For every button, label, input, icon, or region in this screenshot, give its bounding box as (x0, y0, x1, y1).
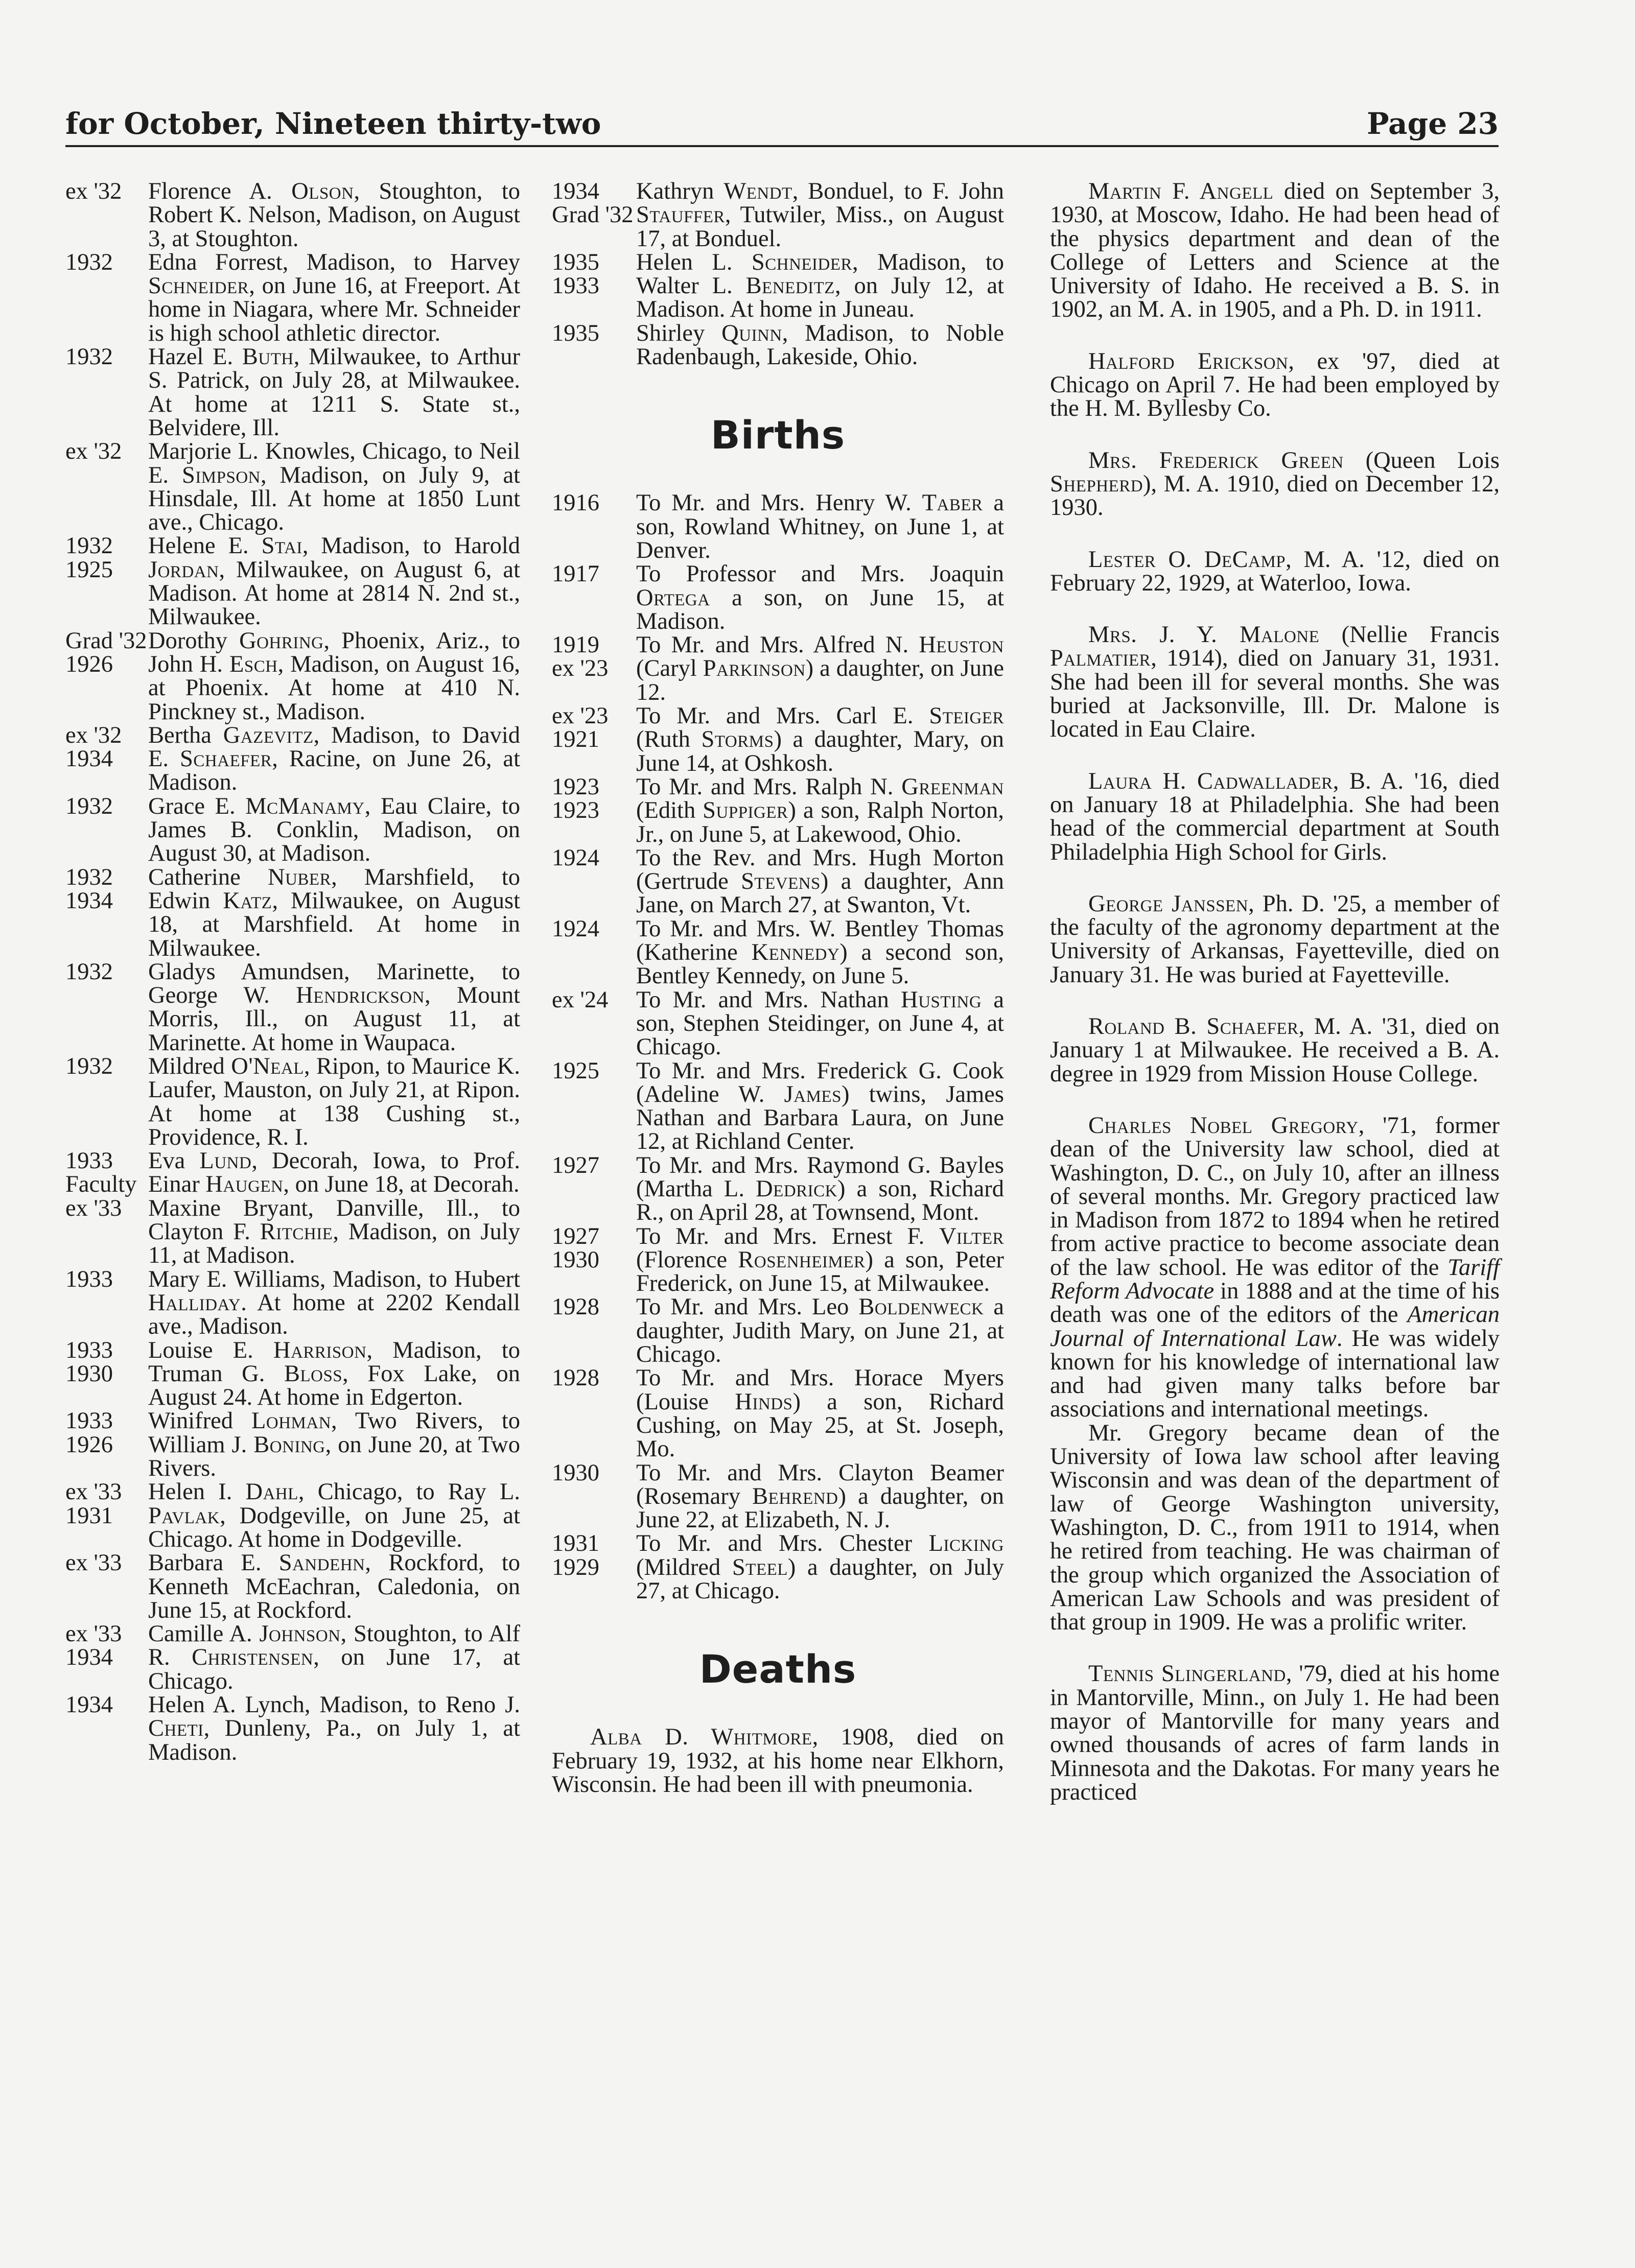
entry-text: Louise E. Harrison, Madison, to Truman G. Bloss, Fox Lake, on August 24. At home in Edgerton. (148, 1337, 520, 1411)
running-head-date: for October, Nineteen thirty-two (65, 106, 601, 141)
birth-entry (552, 917, 1004, 988)
class-year: 1933 1926 (65, 1408, 113, 1458)
entry-text: To Mr. and Mrs. Clayton Beamer (Rosemary Behrend) a daughter, on June 22, at Elizabeth, N. J. (636, 1459, 1004, 1533)
obituary: Mr. Gregory became dean of the University of Iowa law school after leaving Wisconsin and was dean of the department of law of George Washington university, Washington, D. C., from 1911 to 1914, when he retired from teaching. He was chairman of the group which organized the Association of American Law Schools and was president of that group in 1909. He was a prolific writer. (1050, 1420, 1500, 1636)
entry-text: To Mr. and Mrs. Chester Licking (Mildred Steel) a daughter, on July 27, at Chicago. (636, 1530, 1004, 1604)
obituary: Roland B. Schaefer, M. A. '31, died on January 1 at Milwaukee. He received a B. A. degree in 1929 from Mission House College. (1050, 1013, 1500, 1087)
entry-text: To Mr. and Mrs. Raymond G. Bayles (Martha L. Dedrick) a son, Richard R., on April 28, at Townsend, Mont. (636, 1152, 1004, 1226)
birth-entry (552, 704, 1004, 775)
entry-text: Helen I. Dahl, Chicago, to Ray L. Pavlak, Dodgeville, on June 25, at Chicago. At home in Dodgeville. (148, 1479, 520, 1552)
class-year: 1917 (552, 561, 599, 587)
entry-text: To Mr. and Mrs. Henry W. Taber a son, Rowland Whitney, on June 1, at Denver. (636, 490, 1004, 563)
entry-text: To Mr. and Mrs. Alfred N. Heuston (Caryl Parkinson) a daughter, on June 12. (636, 632, 1004, 705)
marriage-entry (65, 629, 520, 724)
entry-text: Dorothy Gohring, Phoenix, Ariz., to John H. Esch, Madison, on August 16, at Phoenix. At home at 410 N. Pinckney st., Madison. (148, 627, 520, 725)
class-year: 1924 (552, 844, 599, 871)
column-1 (65, 180, 520, 1764)
marriage-entry (65, 1055, 520, 1149)
marriage-entry (65, 1197, 520, 1268)
marriage-entry (65, 1409, 520, 1480)
class-year: 1932 (65, 793, 113, 819)
class-year: 1935 (552, 320, 599, 346)
obituary: Mrs. Frederick Green (Queen Lois Shepherd), M. A. 1910, died on December 12, 1930. (1050, 447, 1500, 521)
class-year: ex '33 1931 (65, 1479, 122, 1529)
entry-text: Mary E. Williams, Madison, to Hubert Halliday. At home at 2202 Kendall ave., Madison. (148, 1266, 520, 1340)
marriage-entry (65, 1268, 520, 1339)
entry-text: Helene E. Stai, Madison, to Harold Jordan, Milwaukee, on August 6, at Madison. At home at 2814 N. 2nd st., Milwaukee. (148, 533, 520, 630)
marriage-entry (65, 440, 520, 534)
class-year: 1928 (552, 1294, 599, 1320)
entry-text: Winifred Lohman, Two Rivers, to William J. Boning, on June 20, at Two Rivers. (148, 1408, 520, 1482)
class-year: ex '33 1934 (65, 1621, 122, 1671)
entry-text: To Mr. and Mrs. Leo Boldenweck a daughter, Judith Mary, on June 21, at Chicago. (636, 1294, 1004, 1368)
marriage-entry (552, 322, 1004, 369)
entry-text: Catherine Nuber, Marshfield, to Edwin Katz, Milwaukee, on August 18, at Marshfield. At home in Milwaukee. (148, 864, 520, 961)
class-year: 1933 1930 (65, 1337, 113, 1387)
class-year: 1932 1925 (65, 533, 113, 583)
class-year: 1927 (552, 1152, 599, 1178)
class-year: 1934 (65, 1692, 113, 1718)
class-year: 1930 (552, 1459, 599, 1486)
class-year: Grad '32 1926 (65, 627, 147, 677)
entry-text: To Mr. and Mrs. W. Bentley Thomas (Katherine Kennedy) a second son, Bentley Kennedy, on June 5. (636, 915, 1005, 989)
class-year: ex '33 (65, 1550, 122, 1576)
birth-entry (552, 1295, 1004, 1366)
marriage-entry (552, 251, 1004, 322)
page-number: Page 23 (1367, 106, 1499, 141)
class-year: ex '32 1934 (65, 722, 122, 772)
birth-entry (552, 1225, 1004, 1296)
class-year: 1932 1934 (65, 864, 113, 914)
entry-text: Helen L. Schneider, Madison, to Walter L. Beneditz, on July 12, at Madison. At home in Juneau. (636, 249, 1005, 323)
obituary: Martin F. Angell died on September 3, 1930, at Moscow, Idaho. He had been head of the physics department and dean of the College of Letters and Science at the University of Idaho. He received a B. S. in 1902, an M. A. in 1905, and a Ph. D. in 1911. (1050, 178, 1500, 323)
class-year: 1923 1923 (552, 773, 599, 824)
marriage-entry (65, 1149, 520, 1197)
entry-text: To Professor and Mrs. Joaquin Ortega a son, on June 15, at Madison. (636, 561, 1004, 634)
class-year: 1932 (65, 1053, 113, 1079)
marriage-entry (65, 795, 520, 866)
entry-text: To Mr. and Mrs. Frederick G. Cook (Adeline W. James) twins, James Nathan and Barbara Laura, on June 12, at Richland Center. (636, 1057, 1005, 1155)
obituary: George Janssen, Ph. D. '25, a member of the faculty of the agronomy department at the University of Arkansas, Fayetteville, died on January 31. He was buried at Fayetteville. (1050, 890, 1500, 988)
birth-entry (552, 988, 1004, 1059)
marriage-entry (65, 724, 520, 795)
entry-text: Shirley Quinn, Madison, to Noble Radenbaugh, Lakeside, Ohio. (636, 320, 1005, 370)
column-2 (552, 180, 1004, 1825)
birth-entry (552, 1461, 1004, 1532)
class-year: 1935 1933 (552, 249, 599, 299)
obituary: Alba D. Whitmore, 1908, died on February 19, 1932, at his home near Elkhorn, Wisconsin. He had been ill with pneumonia. (552, 1724, 1005, 1798)
marriage-entry (65, 1551, 520, 1622)
entry-text: Helen A. Lynch, Madison, to Reno J. Cheti, Dunleny, Pa., on July 1, at Madison. (148, 1692, 520, 1765)
birth-entry (552, 1154, 1004, 1225)
class-year: 1933 Faculty (65, 1148, 137, 1198)
marriage-entry (65, 1622, 520, 1693)
entry-text: Bertha Gazevitz, Madison, to David E. Schaefer, Racine, on June 26, at Madison. (148, 722, 520, 796)
birth-entry (552, 1366, 1004, 1461)
class-year: ex '32 (65, 438, 122, 465)
obituary: Mrs. J. Y. Malone (Nellie Francis Palmatier, 1914), died on January 31, 1931. She had been ill for several months. She was buried at Jacksonville, Ill. Dr. Malone is located in Eau Claire. (1050, 622, 1500, 743)
entry-text: Maxine Bryant, Danville, Ill., to Clayton F. Ritchie, Madison, on July 11, at Madison. (148, 1195, 520, 1269)
entry-text: Camille A. Johnson, Stoughton, to Alf R. Christensen, on June 17, at Chicago. (148, 1621, 520, 1694)
class-year: 1916 (552, 490, 599, 516)
class-year: 1933 (65, 1266, 113, 1292)
entry-text: Florence A. Olson, Stoughton, to Robert K. Nelson, Madison, on August 3, at Stoughton. (148, 178, 520, 252)
class-year: 1931 1929 (552, 1530, 599, 1580)
page-header (65, 102, 1499, 147)
entry-text: Barbara E. Sandehn, Rockford, to Kenneth McEachran, Caledonia, on June 15, at Rockford. (148, 1550, 521, 1623)
class-year: ex '33 (65, 1195, 122, 1221)
marriage-entry (552, 180, 1004, 251)
marriage-entry (65, 866, 520, 960)
deaths-heading: Deaths (699, 1646, 857, 1692)
birth-entry (552, 775, 1004, 846)
marriage-entry (65, 180, 520, 251)
obituary: Laura H. Cadwallader, B. A. '16, died on January 18 at Philadelphia. She had been head of the commercial department at South Philadelphia High School for Girls. (1050, 768, 1500, 865)
birth-entry (552, 1532, 1004, 1603)
entry-text: Eva Lund, Decorah, Iowa, to Prof. Einar Haugen, on June 18, at Decorah. (148, 1148, 521, 1198)
entry-text: To Mr. and Mrs. Ernest F. Vilter (Florence Rosenheimer) a son, Peter Frederick, on June 15, at Milwaukee. (636, 1223, 1004, 1297)
entry-text: Kathryn Wendt, Bonduel, to F. John Stauffer, Tutwiler, Miss., on August 17, at Bonduel. (636, 178, 1005, 252)
entry-text: Hazel E. Buth, Milwaukee, to Arthur S. Patrick, on July 28, at Milwaukee. At home at 1211 S. State st., Belvidere, Ill. (148, 344, 520, 441)
obituary: Halford Erickson, ex '97, died at Chicago on April 7. He had been employed by the H. M. Byllesby Co. (1050, 348, 1500, 422)
class-year: 1934 Grad '32 (552, 178, 634, 228)
class-year: ex '23 1921 (552, 703, 609, 753)
class-year: 1925 (552, 1057, 599, 1084)
marriage-entry (65, 1693, 520, 1764)
class-year: ex '24 (552, 986, 609, 1013)
class-year: 1927 1930 (552, 1223, 599, 1273)
column-3 (1050, 180, 1500, 1832)
entry-text: Marjorie L. Knowles, Chicago, to Neil E. Simpson, Madison, on July 9, at Hinsdale, Ill. At home at 1850 Lunt ave., Chicago. (148, 438, 521, 536)
marriage-entry (65, 345, 520, 440)
entry-text: To Mr. and Mrs. Horace Myers (Louise Hinds) a son, Richard Cushing, on May 25, at St. Joseph, Mo. (636, 1365, 1004, 1462)
birth-entry (552, 491, 1004, 562)
obituary: Lester O. DeCamp, M. A. '12, died on February 22, 1929, at Waterloo, Iowa. (1050, 546, 1500, 596)
marriage-entry (65, 534, 520, 629)
births-heading: Births (710, 412, 846, 458)
entry-text: Mildred O'Neal, Ripon, to Maurice K. Laufer, Mauston, on July 21, at Ripon. At home at 138 Cushing st., Providence, R. I. (148, 1053, 520, 1150)
class-year: 1928 (552, 1365, 599, 1391)
obituary: Charles Nobel Gregory, '71, former dean of the University law school, died at Washington, D. C., on July 10, after an illness of several months. Mr. Gregory practiced law in Madison from 1872 to 1894 when he retired from active practice to become associate dean of the law school. He was editor of the Tariff Reform Advocate in 1888 and at the time of his death was one of the editors of the American Journal of International Law. He was widely known for his knowledge of international law and had given many talks before bar associations and international meetings. (1050, 1112, 1500, 1423)
entry-text: Edna Forrest, Madison, to Harvey Schneider, on June 16, at Freeport. At home in Niagara, where Mr. Schneider is high school athletic director. (148, 249, 520, 346)
birth-entry (552, 562, 1004, 633)
entry-text: Gladys Amundsen, Marinette, to George W. Hendrickson, Mount Morris, Ill., on August 11, at Marinette. At home in Waupaca. (148, 958, 520, 1056)
birth-entry (552, 1059, 1004, 1154)
marriage-entry (65, 960, 520, 1055)
class-year: 1919 ex '23 (552, 632, 609, 682)
entry-text: To Mr. and Mrs. Ralph N. Greenman (Edith Suppiger) a son, Ralph Norton, Jr., on June 5, at Lakewood, Ohio. (636, 773, 1004, 847)
class-year: 1932 (65, 958, 113, 985)
birth-entry (552, 846, 1004, 917)
obituary: Tennis Slingerland, '79, died at his home in Mantorville, Minn., on July 1. He had been mayor of Mantorville for many years and owned thousands of acres of farm lands in Minnesota and the Dakotas. For many years he practiced (1050, 1661, 1500, 1805)
birth-entry (552, 633, 1004, 704)
entry-text: To the Rev. and Mrs. Hugh Morton (Gertrude Stevens) a daughter, Ann Jane, on March 27, at Swanton, Vt. (636, 844, 1004, 918)
marriage-entry (65, 1339, 520, 1410)
entry-text: Grace E. McManamy, Eau Claire, to James B. Conklin, Madison, on August 30, at Madison. (148, 793, 520, 867)
marriage-entry (65, 1480, 520, 1551)
class-year: 1924 (552, 915, 599, 942)
entry-text: To Mr. and Mrs. Carl E. Steiger (Ruth Storms) a daughter, Mary, on June 14, at Oshkosh. (636, 703, 1004, 776)
class-year: ex '32 (65, 178, 122, 204)
entry-text: To Mr. and Mrs. Nathan Husting a son, Stephen Steidinger, on June 4, at Chicago. (636, 986, 1004, 1060)
marriage-entry (65, 251, 520, 345)
class-year: 1932 (65, 249, 113, 275)
class-year: 1932 (65, 344, 113, 370)
